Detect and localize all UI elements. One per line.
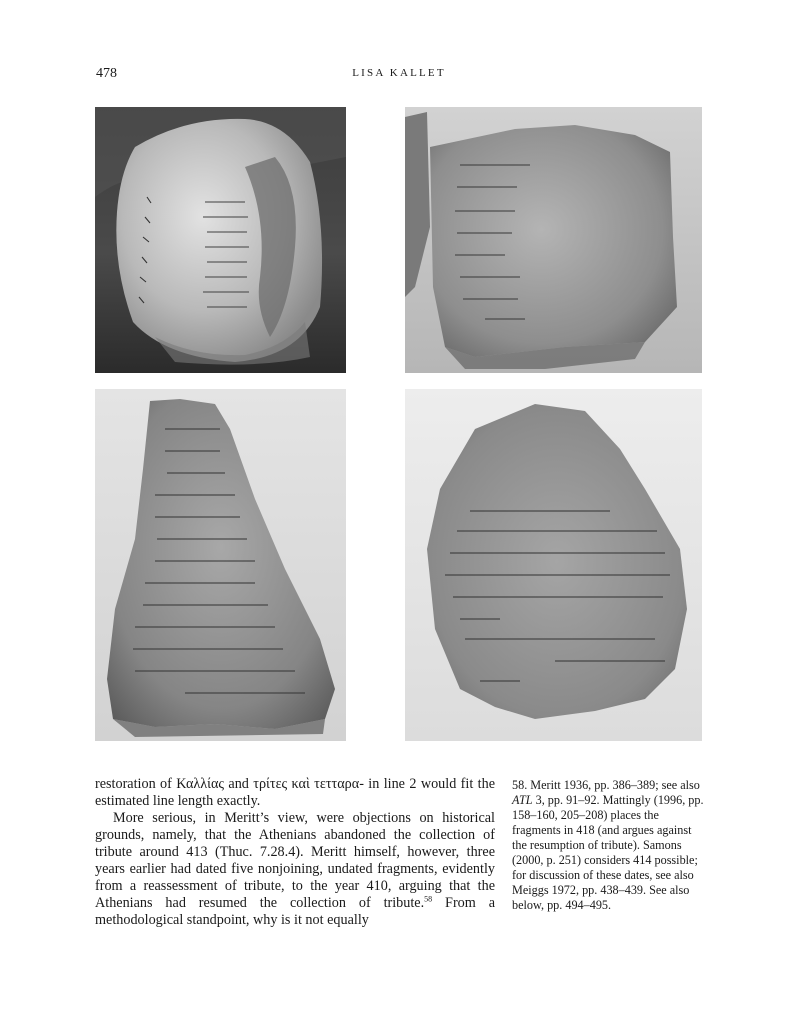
stone-fragment-photo-1: [95, 107, 346, 373]
author-running-head: LISA KALLET: [352, 67, 446, 79]
footnote-58: 58. Meritt 1936, pp. 386–389; see also ATL 3, pp. 91–92. Mattingly (1996, pp. 158–160, 205–208) places the fragments in 418 (and argues against the resumption of tribute). Samons (2000, p. 251) considers 414 possible; for discussion of these dates, see also Meiggs 1972, pp. 438–439. See also below, pp. 494–495.: [512, 778, 704, 912]
footnote-number: 58.: [512, 778, 528, 792]
stone-fragment-photo-3: [95, 389, 346, 741]
page-number: 478: [96, 66, 117, 81]
greek-term: τρίτες καὶ τετταρα-: [253, 776, 364, 792]
paragraph-1: restoration of Καλλίας and τρίτες καὶ τετταρα- in line 2 would fit the estimated line length exactly.: [95, 776, 495, 809]
paragraph-2: More serious, in Meritt’s view, were objections on historical grounds, namely, that the Athenians abandoned the collection of tribute around 413 (Thuc. 7.28.4). Meritt himself, however, three years earlier had dated five nonjoining, undated fragments, evidently from a reassessment of tribute, to the year 410, arguing that the Athenians had resumed the collection of tribute.$^{58}$ From a methodological standpoint, why is it not equally: [95, 810, 495, 928]
body-text: [95, 776, 495, 929]
running-head: [96, 66, 702, 86]
atl-abbreviation: ATL: [512, 793, 533, 807]
footnote-reference[interactable]: 58: [424, 894, 433, 904]
stone-fragment-photo-2: [405, 107, 702, 373]
greek-term: Καλλίας: [176, 776, 225, 792]
stone-fragment-photo-4: [405, 389, 702, 741]
